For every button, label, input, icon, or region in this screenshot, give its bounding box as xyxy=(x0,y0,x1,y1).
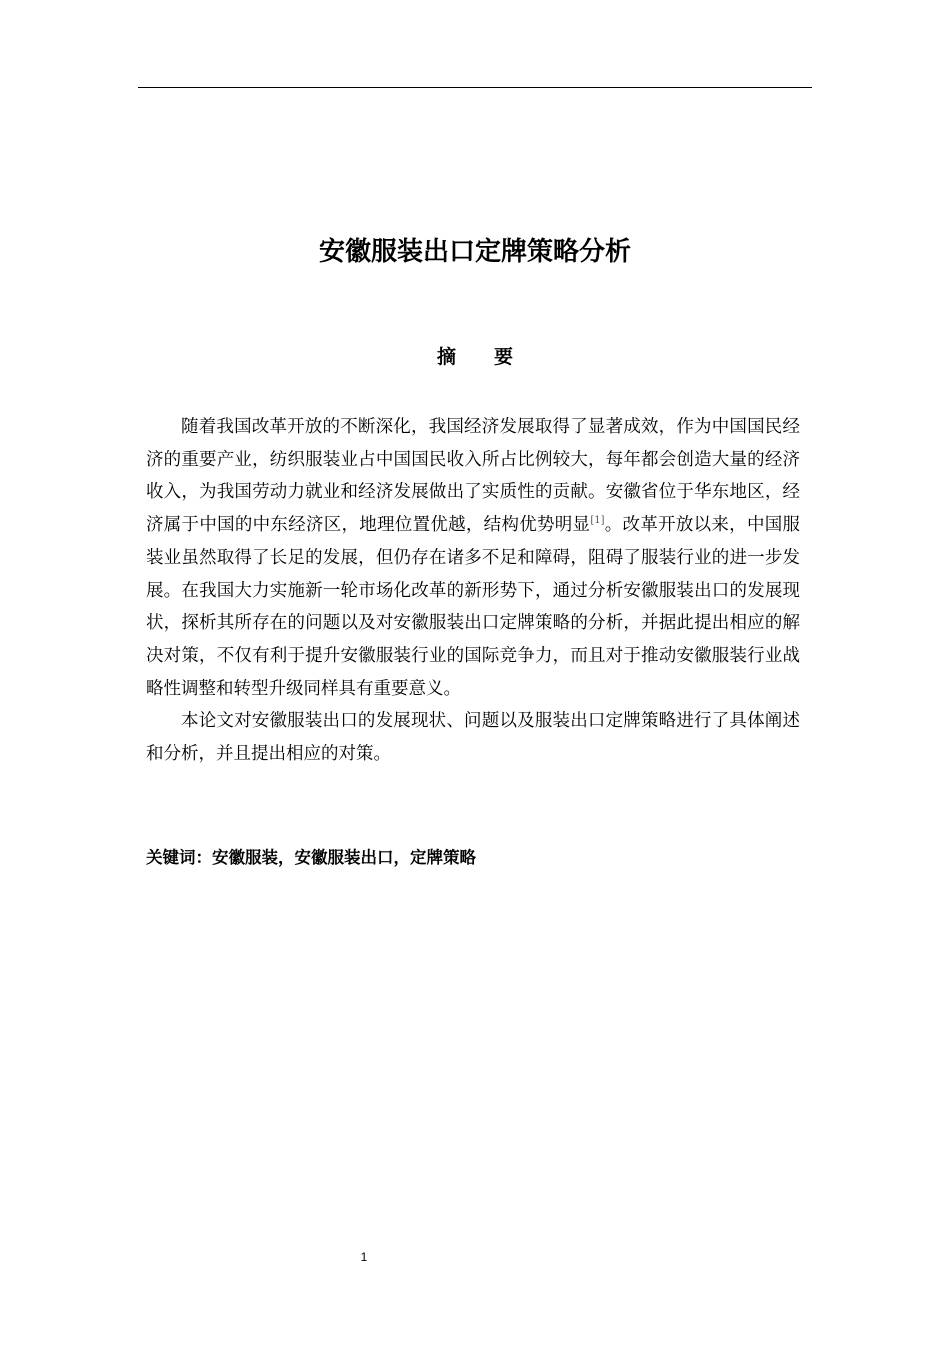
abstract-paragraph-1-text: 随着我国改革开放的不断深化，我国经济发展取得了显著成效，作为中国国民经济的重要产业，纺织服装业占中国国民收入所占比例较大，每年都会创造大量的经济收入，为我国劳动力就业和经济发展做出了实质性的贡献。安徽省位于华东地区，经济属于中国的中东经济区，地理位置优越，结构优势明显 xyxy=(146,417,800,536)
abstract-body xyxy=(146,411,800,771)
citation-reference: [1] xyxy=(590,515,605,527)
document-title: 安徽服装出口定牌策略分析 xyxy=(318,237,631,267)
header-rule xyxy=(138,87,812,88)
abstract-paragraph-1-continuation: 。改革开放以来，中国服装业虽然取得了长足的发展，但仍存在诸多不足和障碍，阻碍了服装行业的进一步发展。在我国大力实施新一轮市场化改革的新形势下，通过分析安徽服装出口的发展现状，探析其所存在的问题以及对安徽服装出口定牌策略的分析，并据此提出相应的解决对策，不仅有利于提升安徽服装行业的国际竞争力，而且对于推动安徽服装行业战略性调整和转型升级同样具有重要意义。 xyxy=(146,515,801,699)
abstract-paragraph-1 xyxy=(146,411,800,705)
abstract-paragraph-2: 本论文对安徽服装出口的发展现状、问题以及服装出口定牌策略进行了具体阐述和分析，并且提出相应的对策。 xyxy=(146,711,800,765)
abstract-heading: 摘要 xyxy=(436,346,551,368)
keywords-line: 关键词：安徽服装，安徽服装出口，定牌策略 xyxy=(146,848,476,867)
page-number: 1 xyxy=(360,1250,368,1264)
